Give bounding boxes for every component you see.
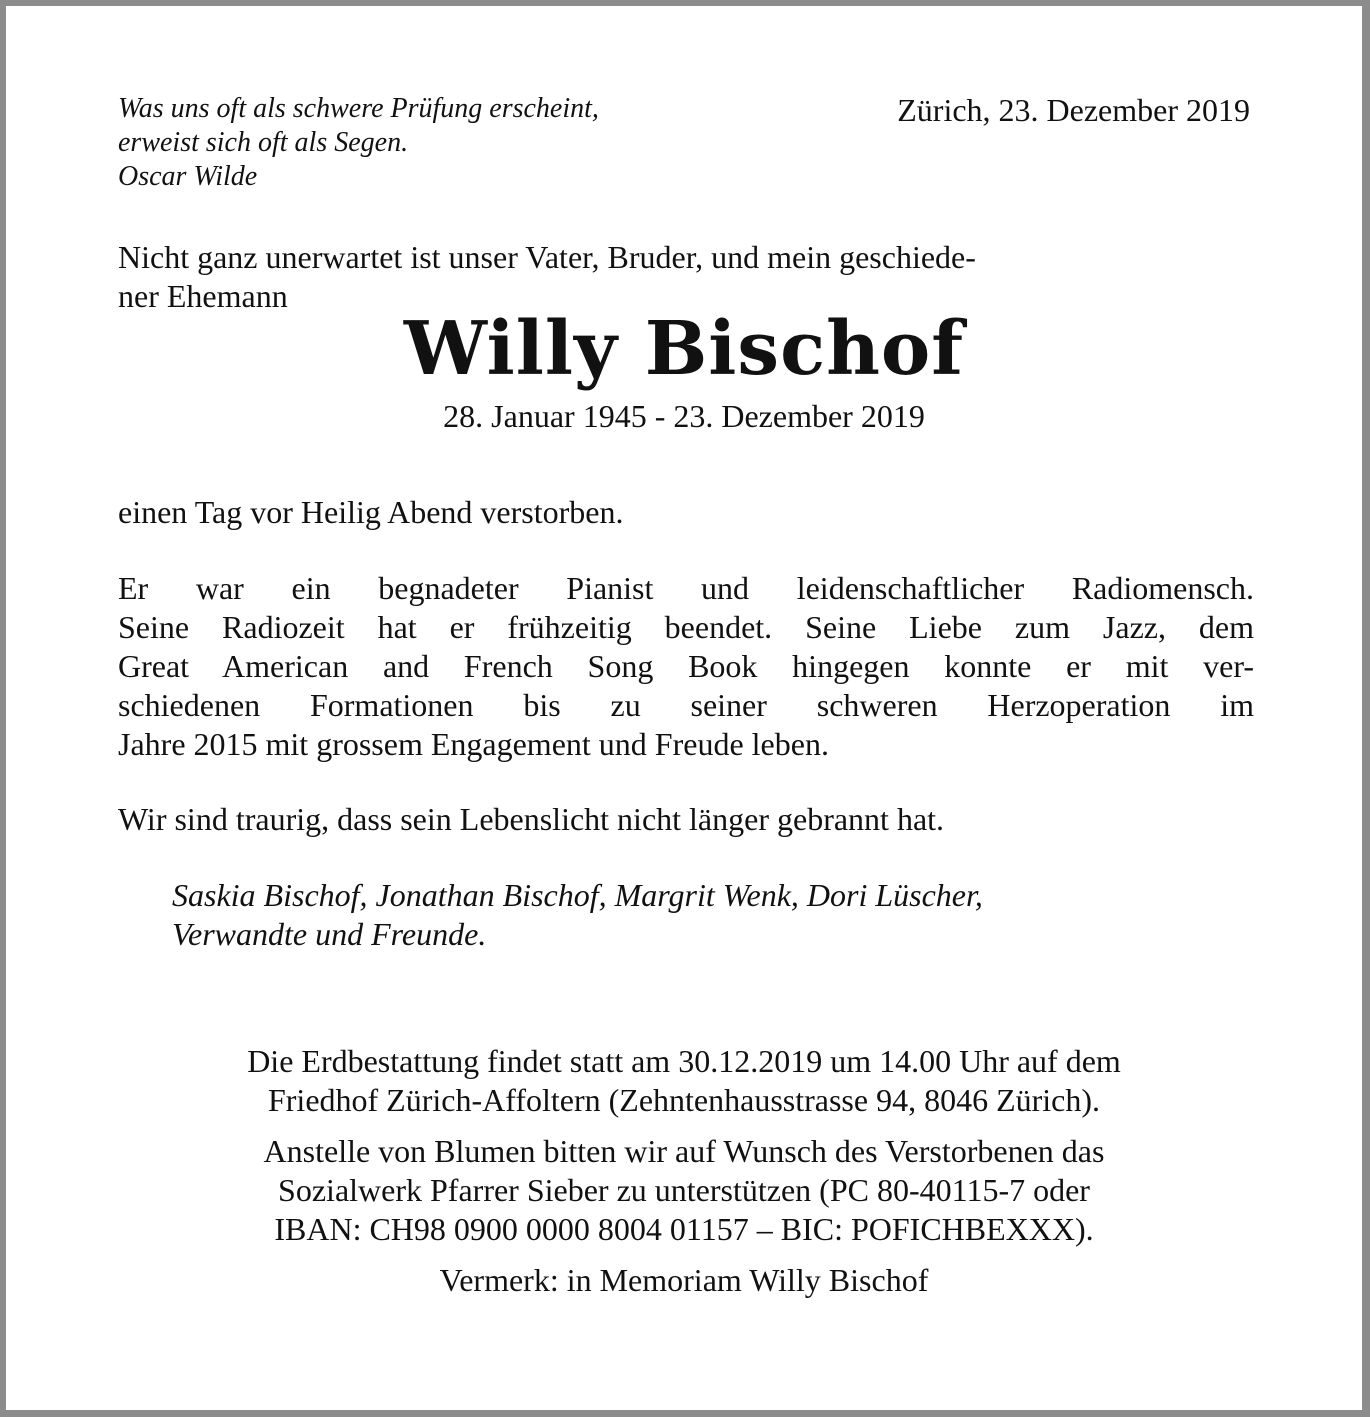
quote-line: erweist sich oft als Segen.	[118, 127, 409, 158]
donation-line: IBAN: CH98 0900 0000 8004 01157 – BIC: POFICHBEXXX).	[274, 1211, 1094, 1247]
donation-line: Sozialwerk Pfarrer Sieber zu unterstützen (PC 80-40115-7 oder	[278, 1172, 1090, 1208]
donation-note: Vermerk: in Memoriam Willy Bischof	[439, 1262, 929, 1298]
death-statement: einen Tag vor Heilig Abend verstorben.	[118, 494, 624, 530]
biography-line: Great American and French Song Book hingegen konnte er mit ver-	[118, 648, 1254, 684]
donation-request	[6, 1132, 1362, 1249]
funeral-line: Friedhof Zürich-Affoltern (Zehntenhausstrasse 94, 8046 Zürich).	[267, 1082, 1101, 1118]
biography-line: schiedenen Formationen bis zu seiner schweren Herzoperation im	[118, 687, 1254, 723]
intro-line: Nicht ganz unerwartet ist unser Vater, Bruder, und mein geschiede-	[118, 239, 976, 275]
biography-line: Seine Radiozeit hat er frühzeitig beendet. Seine Liebe zum Jazz, dem	[118, 609, 1254, 645]
quote-line: Was uns oft als schwere Prüfung erscheint,	[118, 93, 599, 124]
donation-line: Anstelle von Blumen bitten wir auf Wunsch des Verstorbenen das	[263, 1133, 1105, 1169]
funeral-details	[6, 1042, 1362, 1120]
funeral-information	[6, 1042, 1362, 1300]
quote-author: Oscar Wilde	[118, 161, 258, 192]
biography-paragraph	[118, 569, 1254, 764]
biography-line: Jahre 2015 mit grossem Engagement und Freude leben.	[118, 726, 829, 762]
biography-line: Er war ein begnadeter Pianist und leidenschaftlicher Radiomensch.	[118, 570, 1254, 606]
deceased-name: Willy Bischof	[403, 306, 965, 392]
epigraph-quote	[118, 92, 599, 194]
closing-sentence: Wir sind traurig, dass sein Lebenslicht nicht länger gebrannt hat.	[118, 801, 945, 837]
mourners-line: Saskia Bischof, Jonathan Bischof, Margrit Wenk, Dori Lüscher,	[172, 877, 983, 913]
life-dates: 28. Januar 1945 - 23. Dezember 2019	[443, 398, 925, 434]
intro-text	[118, 238, 1254, 316]
intro-line: ner Ehemann	[118, 278, 288, 314]
mourners-signature	[172, 876, 983, 954]
obituary-page	[6, 6, 1362, 1410]
mourners-line: Verwandte und Freunde.	[172, 916, 487, 952]
funeral-line: Die Erdbestattung findet statt am 30.12.2019 um 14.00 Uhr auf dem	[247, 1043, 1121, 1079]
place-date: Zürich, 23. Dezember 2019	[897, 92, 1250, 128]
